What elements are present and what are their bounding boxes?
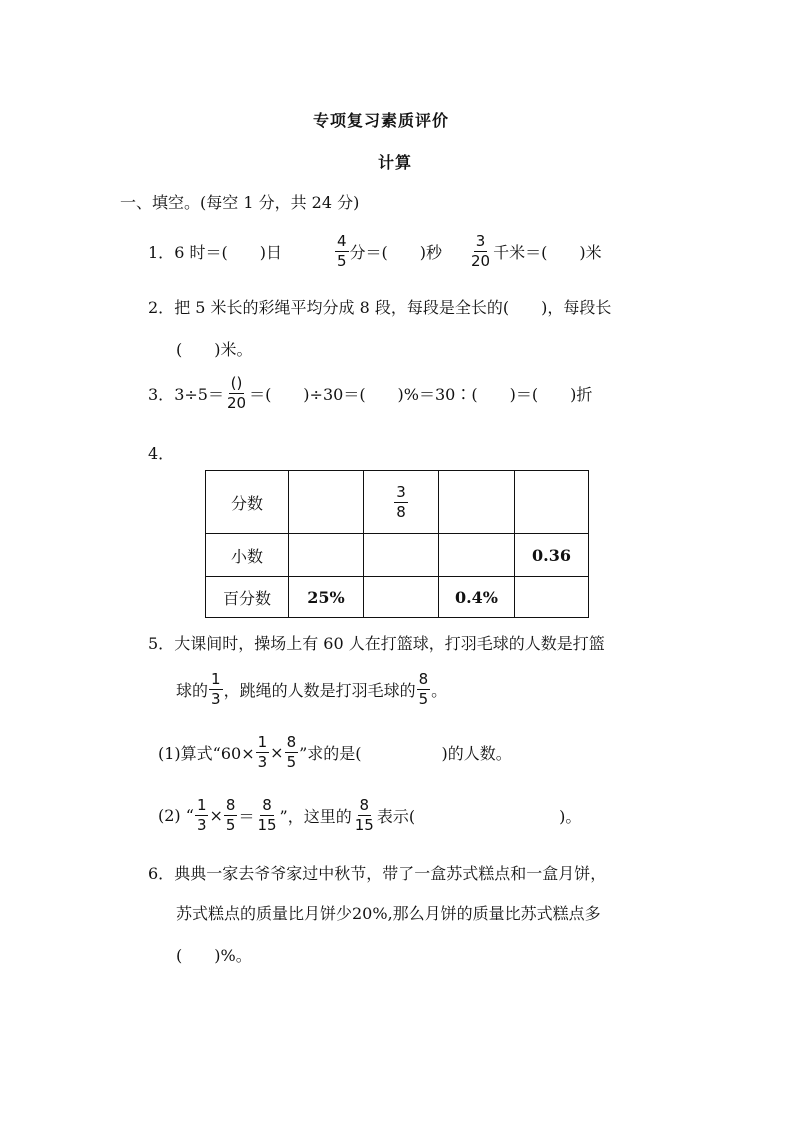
q5-text: ，跳绳的人数是打羽毛球的: [223, 681, 416, 700]
page-subtitle: 计算: [378, 153, 413, 172]
q5-sub-text: (1)算式“60×: [158, 744, 255, 763]
table-row: [206, 471, 589, 534]
question-number: 2．: [148, 298, 175, 317]
q5-sub-text: (2) “: [158, 806, 194, 825]
fraction: $\frac{8}{15}$: [257, 796, 277, 834]
q5-sub-2: [158, 796, 581, 835]
q3-part-a: 3÷5＝: [174, 385, 224, 404]
fraction: $\frac{()}{20}$: [226, 374, 247, 412]
q5-sub-text: ×: [209, 806, 223, 825]
q5-sub-1: [158, 733, 512, 772]
q5-line-2: [176, 670, 447, 709]
q6-line-2: 苏式糕点的质量比月饼少20%,那么月饼的质量比苏式糕点多: [176, 904, 601, 923]
q2-line-1: 把 5 米长的彩绳平均分成 8 段，每段是全长的( )，每段长: [174, 298, 612, 317]
section-heading: 一、填空。(每空 1 分，共 24 分): [120, 193, 360, 212]
table-cell: [439, 471, 515, 534]
row-label: 百分数: [206, 577, 289, 618]
q3-part-b: ＝( )÷30＝( )%＝30∶( )＝( )折: [249, 385, 593, 404]
fraction: $\frac{8}{5}$: [286, 733, 297, 771]
question-number: 6．: [148, 864, 175, 883]
fraction: $\frac{8}{5}$: [225, 796, 236, 834]
fraction: $\frac{1}{3}$: [257, 733, 268, 771]
row-label: 分数: [206, 471, 289, 534]
table-cell: [364, 577, 439, 618]
question-2: [148, 295, 611, 318]
question-number: 1．: [148, 243, 175, 262]
conversion-table: [205, 470, 589, 618]
fraction: $\frac{1}{3}$: [211, 670, 221, 708]
table-cell: [364, 471, 439, 534]
question-number: 5．: [148, 634, 175, 653]
table-cell: 0.4%: [439, 577, 515, 618]
question-number: 3．: [148, 385, 175, 404]
question-5: [148, 631, 605, 654]
question-1: [148, 232, 602, 271]
table-cell: [439, 534, 515, 577]
table-cell: [515, 577, 589, 618]
q1-part-a: 6 时＝( )日: [174, 243, 282, 262]
fraction: $\frac{3}{20}$: [471, 232, 491, 270]
table-row: [206, 534, 589, 577]
fraction: $\frac{1}{3}$: [196, 796, 207, 834]
table-cell: [364, 534, 439, 577]
page-title: 专项复习素质评价: [313, 111, 450, 130]
table-cell: [515, 471, 589, 534]
table-row: [206, 577, 589, 618]
fraction: $\frac{3}{8}$: [396, 482, 406, 521]
q6-line-3: ( )%。: [176, 946, 252, 965]
q5-text: 球的: [176, 681, 209, 700]
q5-sub-text: ”求的是( )的人数。: [299, 744, 512, 763]
question-6: [148, 861, 606, 884]
question-3: [148, 374, 592, 413]
q2-line-2: ( )米。: [176, 340, 253, 359]
table-cell: [289, 471, 364, 534]
q5-sub-text: ”，这里的: [279, 807, 352, 826]
question-4-number: 4．: [148, 444, 175, 463]
q1-part-c: 千米＝( )米: [493, 243, 602, 262]
q5-sub-text: 表示( )。: [376, 807, 582, 826]
table-cell: 25%: [289, 577, 364, 618]
q6-line-1: 典典一家去爷爷家过中秋节，带了一盒苏式糕点和一盒月饼，: [174, 864, 607, 883]
table-cell: 0.36: [515, 534, 589, 577]
fraction: $\frac{8}{15}$: [354, 796, 374, 834]
fraction: $\frac{8}{5}$: [418, 670, 429, 708]
row-label: 小数: [206, 534, 289, 577]
q5-text: 。: [431, 681, 448, 700]
table-cell: [289, 534, 364, 577]
fraction: $\frac{4}{5}$: [336, 232, 347, 270]
q5-sub-text: ×: [270, 743, 284, 762]
q5-line-1: 大课间时，操场上有 60 人在打篮球，打羽毛球的人数是打篮: [174, 634, 605, 653]
q1-part-b: 分＝( )秒: [349, 243, 442, 262]
q5-sub-text: ＝: [238, 807, 255, 826]
